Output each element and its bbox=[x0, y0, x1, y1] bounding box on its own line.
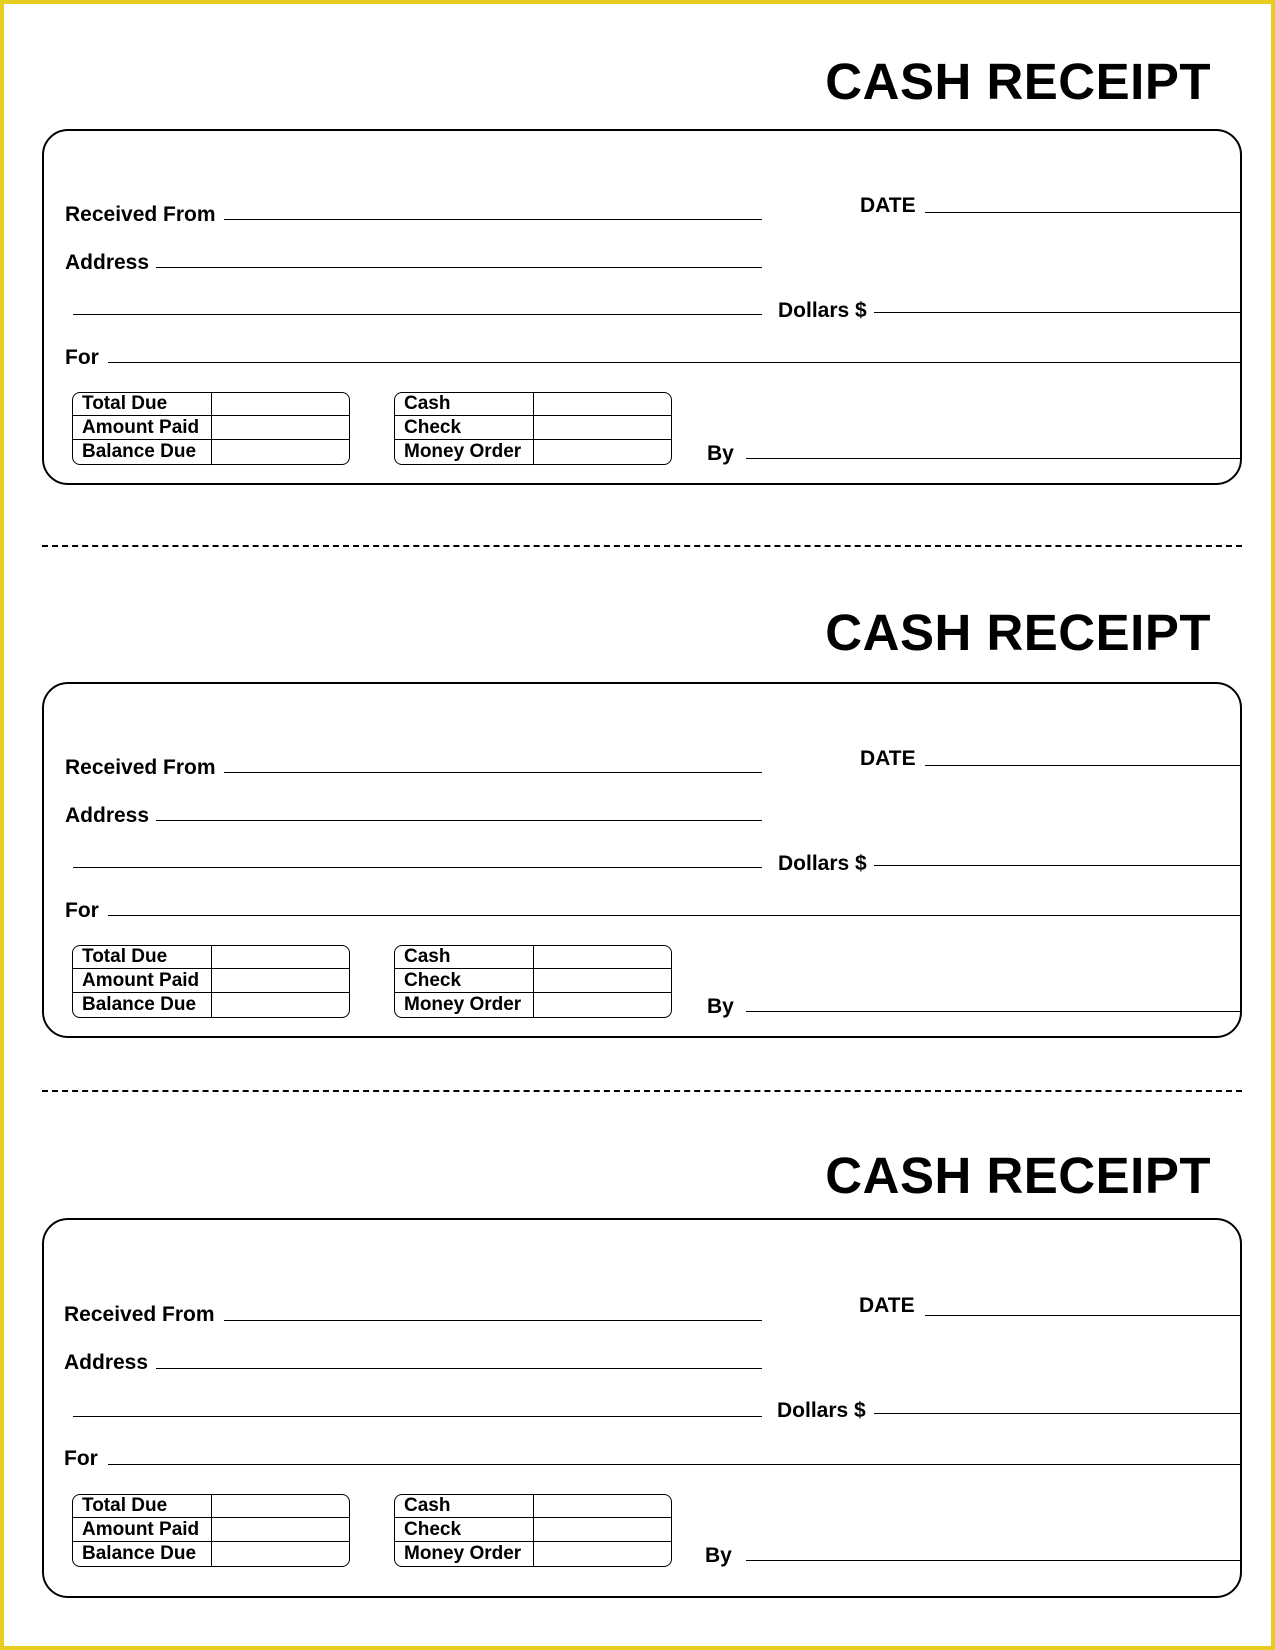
total-due-label: Total Due bbox=[82, 393, 168, 414]
total-due-value-cell[interactable] bbox=[213, 1495, 349, 1517]
amount-paid-label: Amount Paid bbox=[82, 970, 200, 991]
received-from-field[interactable] bbox=[224, 772, 762, 773]
payment-method-table bbox=[394, 1494, 672, 1567]
address-label: Address bbox=[64, 1351, 149, 1374]
for-field[interactable] bbox=[108, 915, 1240, 916]
date-field[interactable] bbox=[925, 765, 1240, 766]
by-label: By bbox=[707, 442, 734, 465]
cash-row bbox=[395, 393, 671, 416]
balance-due-value-cell[interactable] bbox=[213, 1543, 349, 1565]
receipt-title: CASH RECEIPT bbox=[825, 53, 1211, 110]
amount-paid-row bbox=[73, 970, 349, 993]
dollars-field[interactable] bbox=[874, 865, 1240, 866]
address-label: Address bbox=[65, 804, 150, 827]
amount-paid-value-cell[interactable] bbox=[213, 1519, 349, 1541]
total-due-label: Total Due bbox=[82, 1495, 168, 1516]
cash-label: Cash bbox=[404, 393, 451, 414]
date-label: DATE bbox=[860, 194, 916, 217]
cash-value-cell[interactable] bbox=[535, 393, 671, 415]
money-order-row bbox=[395, 1543, 671, 1565]
address-label: Address bbox=[65, 251, 150, 274]
for-label: For bbox=[65, 899, 99, 922]
dollars-label: Dollars $ bbox=[778, 299, 867, 322]
total-due-value-cell[interactable] bbox=[213, 393, 349, 415]
totals-table bbox=[72, 945, 350, 1018]
address-field-line-2[interactable] bbox=[73, 1416, 762, 1417]
money-order-label: Money Order bbox=[404, 994, 522, 1015]
for-label: For bbox=[64, 1447, 98, 1470]
by-label: By bbox=[707, 995, 734, 1018]
by-field[interactable] bbox=[746, 458, 1240, 459]
cut-line-2 bbox=[42, 1090, 1242, 1092]
cash-receipt-2 bbox=[4, 544, 1271, 1024]
cash-receipt-3 bbox=[4, 1094, 1271, 1574]
address-field-line-1[interactable] bbox=[156, 267, 762, 268]
total-due-value-cell[interactable] bbox=[213, 946, 349, 968]
date-field[interactable] bbox=[925, 212, 1240, 213]
received-from-field[interactable] bbox=[224, 219, 762, 220]
check-row bbox=[395, 970, 671, 993]
cash-value-cell[interactable] bbox=[535, 1495, 671, 1517]
receipt-title: CASH RECEIPT bbox=[825, 604, 1211, 661]
money-order-value-cell[interactable] bbox=[535, 441, 671, 463]
total-due-row bbox=[73, 393, 349, 416]
date-label: DATE bbox=[859, 1294, 915, 1317]
date-field[interactable] bbox=[925, 1315, 1240, 1316]
amount-paid-row bbox=[73, 1519, 349, 1542]
payment-method-table bbox=[394, 392, 672, 465]
for-label: For bbox=[65, 346, 99, 369]
balance-due-row bbox=[73, 441, 349, 463]
totals-table bbox=[72, 392, 350, 465]
total-due-row bbox=[73, 1495, 349, 1518]
money-order-row bbox=[395, 441, 671, 463]
amount-paid-label: Amount Paid bbox=[82, 417, 200, 438]
totals-table bbox=[72, 1494, 350, 1567]
money-order-value-cell[interactable] bbox=[535, 994, 671, 1016]
check-value-cell[interactable] bbox=[535, 417, 671, 439]
cash-receipt-1 bbox=[4, 4, 1271, 484]
balance-due-value-cell[interactable] bbox=[213, 441, 349, 463]
check-row bbox=[395, 1519, 671, 1542]
balance-due-row bbox=[73, 994, 349, 1016]
for-field[interactable] bbox=[108, 362, 1240, 363]
balance-due-value-cell[interactable] bbox=[213, 994, 349, 1016]
dollars-label: Dollars $ bbox=[777, 1399, 866, 1422]
money-order-label: Money Order bbox=[404, 1543, 522, 1564]
check-value-cell[interactable] bbox=[535, 1519, 671, 1541]
receipt-form-box bbox=[42, 129, 1242, 485]
balance-due-row bbox=[73, 1543, 349, 1565]
cash-label: Cash bbox=[404, 1495, 451, 1516]
by-label: By bbox=[705, 1544, 732, 1567]
payment-method-table bbox=[394, 945, 672, 1018]
receipt-form-box bbox=[42, 682, 1242, 1038]
received-from-label: Received From bbox=[65, 203, 216, 226]
address-field-line-1[interactable] bbox=[156, 820, 762, 821]
address-field-line-1[interactable] bbox=[156, 1368, 762, 1369]
amount-paid-row bbox=[73, 417, 349, 440]
cash-value-cell[interactable] bbox=[535, 946, 671, 968]
received-from-label: Received From bbox=[65, 756, 216, 779]
check-label: Check bbox=[404, 1519, 462, 1540]
amount-paid-value-cell[interactable] bbox=[213, 970, 349, 992]
check-label: Check bbox=[404, 970, 462, 991]
receipt-form-box bbox=[42, 1218, 1242, 1598]
check-label: Check bbox=[404, 417, 462, 438]
money-order-label: Money Order bbox=[404, 441, 522, 462]
balance-due-label: Balance Due bbox=[82, 441, 197, 462]
amount-paid-label: Amount Paid bbox=[82, 1519, 200, 1540]
dollars-field[interactable] bbox=[874, 312, 1240, 313]
cash-row bbox=[395, 946, 671, 969]
check-row bbox=[395, 417, 671, 440]
dollars-field[interactable] bbox=[874, 1413, 1240, 1414]
by-field[interactable] bbox=[746, 1560, 1240, 1561]
money-order-row bbox=[395, 994, 671, 1016]
total-due-row bbox=[73, 946, 349, 969]
address-field-line-2[interactable] bbox=[73, 867, 762, 868]
received-from-field[interactable] bbox=[224, 1320, 762, 1321]
cash-label: Cash bbox=[404, 946, 451, 967]
dollars-label: Dollars $ bbox=[778, 852, 867, 875]
cash-row bbox=[395, 1495, 671, 1518]
amount-paid-value-cell[interactable] bbox=[213, 417, 349, 439]
total-due-label: Total Due bbox=[82, 946, 168, 967]
address-field-line-2[interactable] bbox=[73, 314, 762, 315]
balance-due-label: Balance Due bbox=[82, 1543, 197, 1564]
check-value-cell[interactable] bbox=[535, 970, 671, 992]
for-field[interactable] bbox=[108, 1464, 1240, 1465]
date-label: DATE bbox=[860, 747, 916, 770]
receipt-title: CASH RECEIPT bbox=[825, 1147, 1211, 1204]
balance-due-label: Balance Due bbox=[82, 994, 197, 1015]
received-from-label: Received From bbox=[64, 1303, 215, 1326]
by-field[interactable] bbox=[746, 1011, 1240, 1012]
money-order-value-cell[interactable] bbox=[535, 1543, 671, 1565]
